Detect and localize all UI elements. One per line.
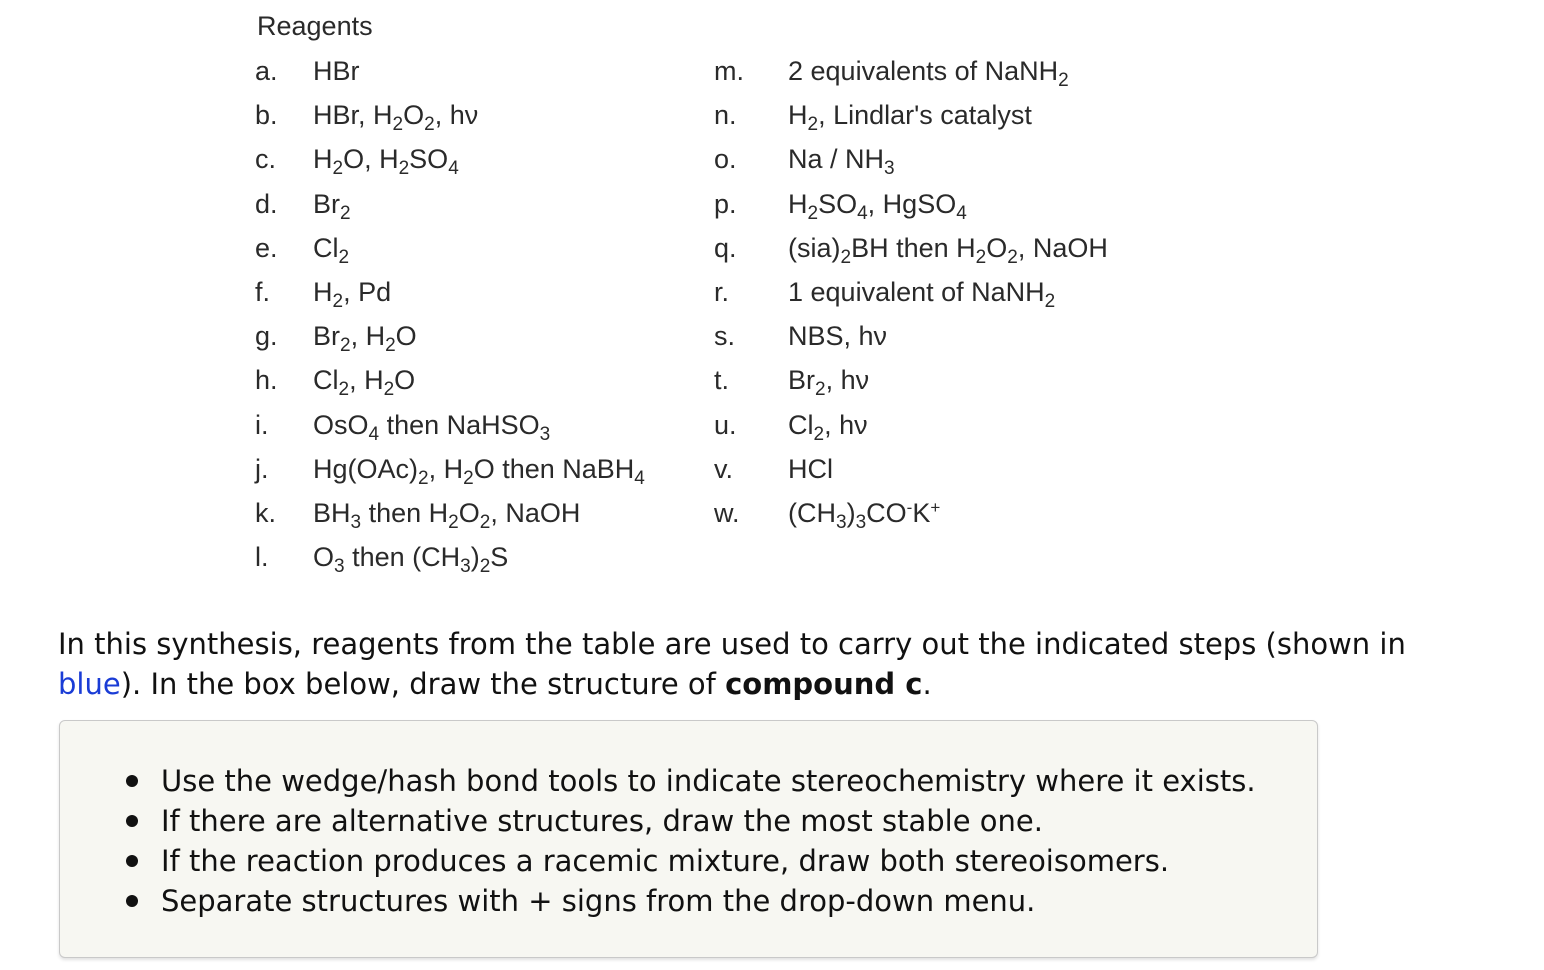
instruction-item (126, 881, 1256, 921)
reagent-text: OsO$_4$ then NaHSO$_3$ (313, 409, 551, 445)
reagent-letter: m. (714, 56, 744, 86)
question-blue-word: blue (58, 667, 121, 701)
reagent-letter: h. (255, 365, 278, 396)
bullet-icon (126, 895, 138, 907)
question-part-2: ). In the box below, draw the structure of (120, 667, 726, 701)
reagent-text: $H_2$, Lindlar's catalyst (788, 100, 1032, 136)
reagent-text: HBr, $H_2O_2$, hν (313, 100, 479, 136)
reagent-letter: u. (714, 409, 737, 440)
question-part-1: In this synthesis, reagents from the table are used to carry out the indicated steps (shown in (58, 627, 1406, 661)
reagent-letter: i. (255, 409, 269, 440)
reagent-letter: f. (255, 276, 271, 307)
reagent-letter: a. (255, 56, 278, 86)
question-part-3: . (922, 667, 932, 701)
question-target-compound: compound c (725, 667, 923, 701)
instructions-box (59, 720, 1318, 958)
reagent-text: $H_2SO_4$, HgSO$_4$ (788, 188, 967, 224)
instruction-text: Separate structures with + signs from the drop-down menu. (161, 884, 1036, 918)
reagent-letter: e. (255, 232, 278, 263)
reagent-text: $Br_2$, hν (788, 365, 870, 401)
reagent-text: $(CH_3)_3CO^-K^+$ (788, 497, 941, 533)
reagent-text: $Cl_2$, hν (788, 409, 868, 445)
bullet-icon (126, 855, 138, 867)
reagent-letter: r. (714, 276, 730, 307)
reagent-text: HBr (313, 56, 360, 86)
reagent-text: HCl (788, 453, 833, 484)
instruction-text: If there are alternative structures, draw the most stable one. (161, 804, 1043, 838)
reagent-text: 2 equivalents of NaNH$_2$ (788, 56, 1069, 91)
instructions-list (126, 761, 1256, 921)
reagent-text: $O_3$ then $(CH_3)_2S$ (313, 542, 509, 578)
reagent-letter: g. (255, 321, 278, 352)
instruction-item (126, 761, 1256, 801)
reagent-letter: j. (255, 453, 269, 484)
reagent-letter: k. (255, 497, 277, 528)
reagent-letter: w. (714, 497, 740, 528)
reagent-letter: o. (714, 144, 737, 175)
reagent-text: $Br_2$ (313, 188, 351, 224)
reagent-text: $H_2O$, $H_2SO_4$ (313, 144, 459, 180)
reagent-letter: v. (714, 453, 733, 484)
reagent-letter: s. (714, 321, 736, 352)
reagent-letter: p. (714, 188, 737, 219)
reagent-letter: b. (255, 100, 278, 131)
reagent-text: $Cl_2$, $H_2O$ (313, 365, 416, 401)
reagent-letter: t. (714, 365, 730, 396)
reagent-text: $(sia)_2BH$ then $H_2O_2$, NaOH (788, 232, 1108, 268)
instruction-text: Use the wedge/hash bond tools to indicate stereochemistry where it exists. (161, 764, 1256, 798)
reagent-letter: d. (255, 188, 278, 219)
reagent-text: $Hg(OAc)_2$, $H_2O$ then NaBH$_4$ (313, 453, 645, 489)
reagent-letter: c. (255, 144, 277, 175)
reagent-text: $BH_3$ then $H_2O_2$, NaOH (313, 497, 581, 533)
reagent-letter: n. (714, 100, 737, 131)
reagent-text: 1 equivalent of NaNH$_2$ (788, 276, 1056, 312)
reagent-text: Na / $NH_3$ (788, 144, 895, 180)
reagents-title: Reagents (257, 11, 373, 41)
reagent-letter: l. (255, 542, 269, 573)
reagent-text: NBS, hν (788, 321, 888, 352)
bullet-icon (126, 815, 138, 827)
instruction-text: If the reaction produces a racemic mixture, draw both stereoisomers. (161, 844, 1170, 878)
reagent-text: $H_2$, Pd (313, 276, 392, 312)
bullet-icon (126, 775, 138, 787)
question-text (58, 624, 1498, 704)
reagent-text: $Cl_2$ (313, 232, 350, 268)
reagent-text: $Br_2$, $H_2O$ (313, 321, 417, 357)
instruction-item (126, 801, 1256, 841)
reagent-letter: q. (714, 232, 737, 263)
instruction-item (126, 841, 1256, 881)
